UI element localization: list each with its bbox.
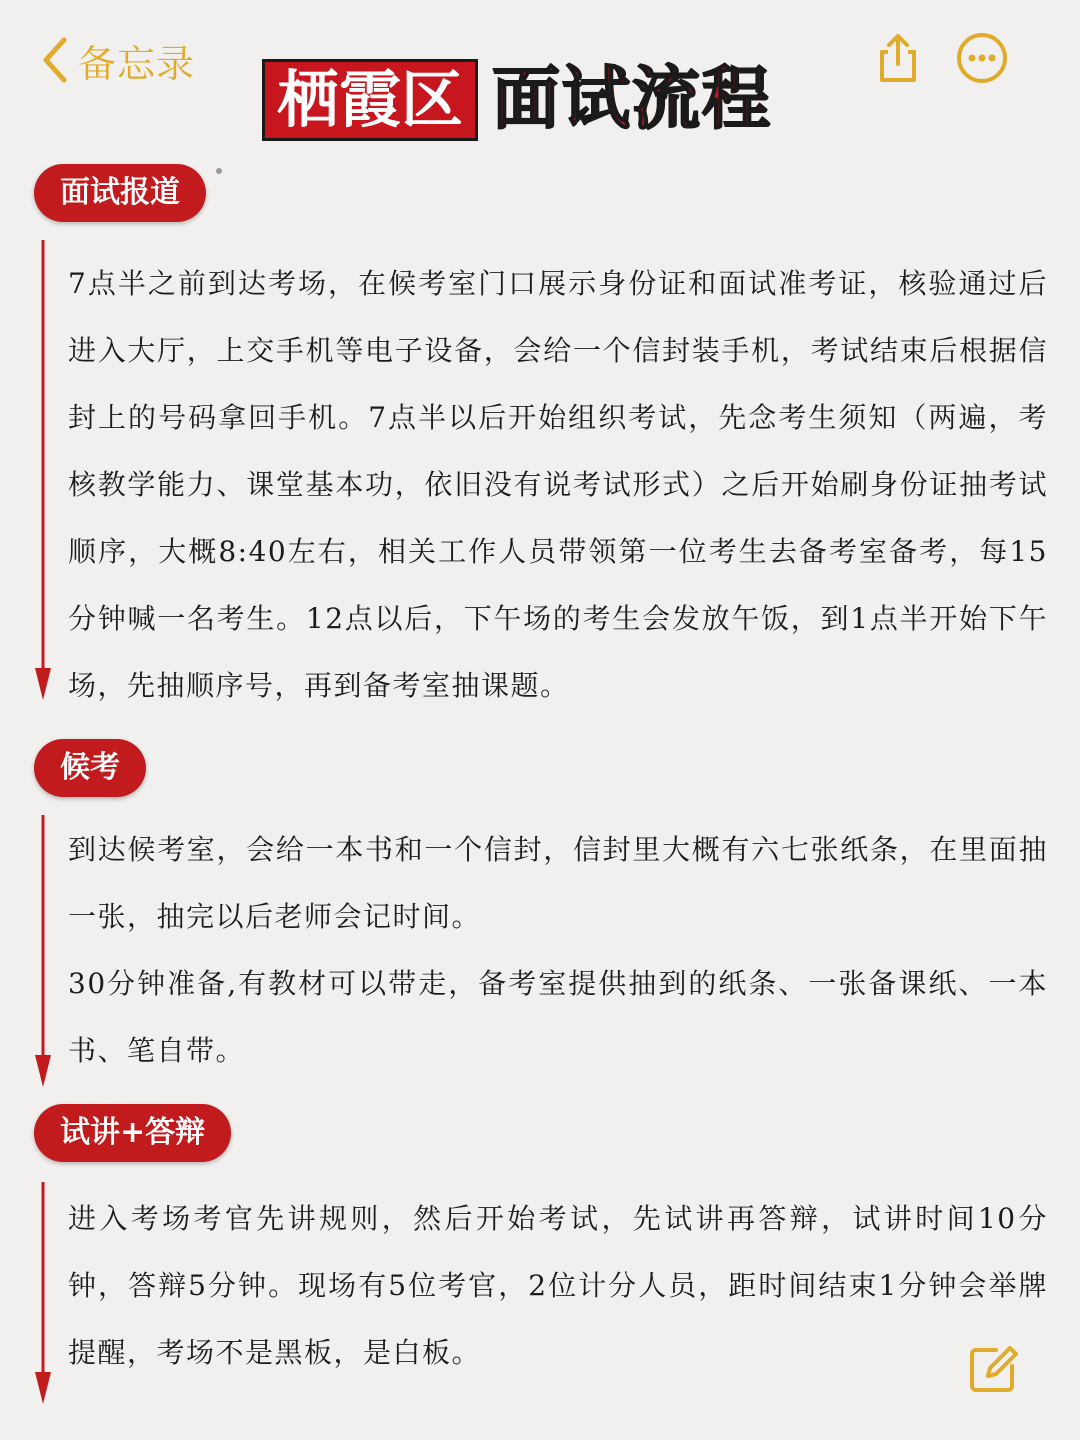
title-district: 栖霞区: [262, 59, 478, 141]
chevron-left-icon: [40, 36, 70, 84]
section-paragraph: 到达候考室，会给一本书和一个信封，信封里大概有六七张纸条，在里面抽一张，抽完以后老师会记时间。: [68, 833, 1048, 933]
back-button[interactable]: [40, 32, 195, 88]
compose-icon: [966, 1342, 1020, 1396]
back-label: 备忘录: [78, 41, 196, 86]
more-button[interactable]: [954, 30, 1010, 86]
section-paragraph: 进入考场考官先讲规则，然后开始考试，先试讲再答辩，试讲时间10分钟，答辩5分钟。现场有5位考官，2位计分人员，距时间结束1分钟会举牌提醒，考场不是黑板，是白板。: [68, 1202, 1048, 1369]
section-heading-report: 面试报道: [34, 164, 206, 222]
section-paragraph: 30分钟准备,有教材可以带走，备考室提供抽到的纸条、一张备课纸、一本书、笔自带。: [68, 967, 1048, 1067]
section-heading-lecture-defense: 试讲+答辩: [34, 1104, 231, 1162]
share-icon: [870, 30, 926, 86]
decorative-dot: [216, 168, 222, 174]
section-paragraph: 7点半之前到达考场，在候考室门口展示身份证和面试准考证，核验通过后进入大厅，上交手机等电子设备，会给一个信封装手机，考试结束后根据信封上的号码拿回手机。7点半以后开始组织考试，先念考生须知（两遍，考核教学能力、课堂基本功，依旧没有说考试形式）之后开始刷身份证抽考试顺序，大概8:40左右，相关工作人员带领第一位考生去备考室备考，每15分钟喊一名考生。12点以后，下午场的考生会发放午饭，到1点半开始下午场，先抽顺序号，再到备考室抽课题。: [68, 267, 1048, 702]
page-title: [262, 60, 772, 140]
share-button[interactable]: [870, 30, 926, 86]
timeline-arrow: [33, 1182, 53, 1404]
timeline-arrow: [33, 240, 53, 700]
section-heading-waiting: 候考: [34, 739, 146, 797]
compose-button[interactable]: [966, 1342, 1020, 1396]
timeline-arrow: [33, 815, 53, 1087]
ellipsis-circle-icon: [954, 30, 1010, 86]
title-process: 面试流程: [492, 60, 773, 139]
